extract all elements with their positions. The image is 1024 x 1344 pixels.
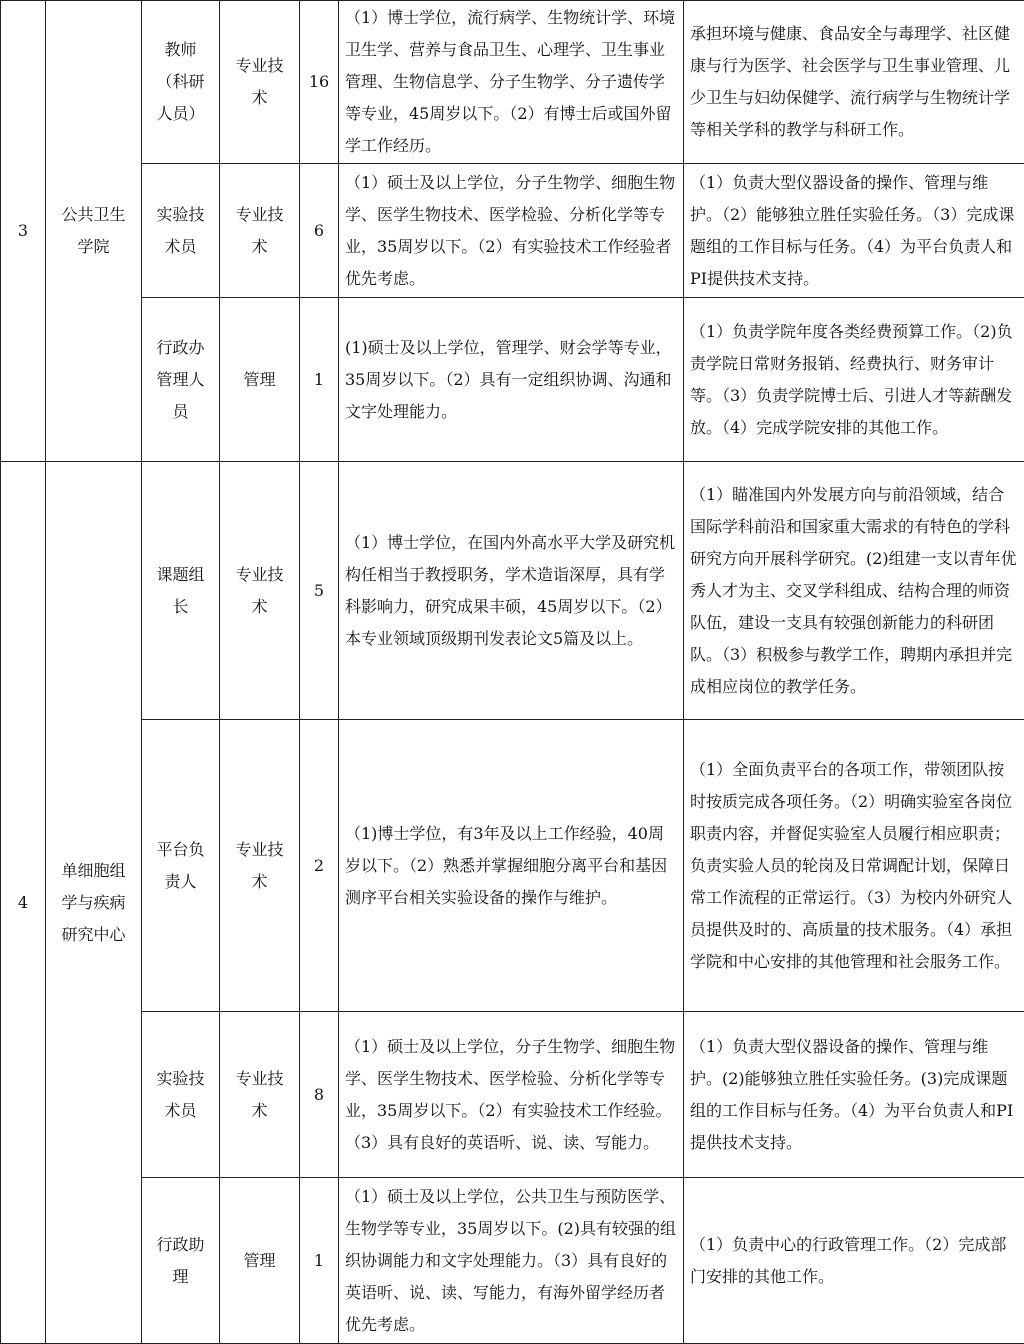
- position-count: 16: [300, 1, 339, 164]
- position-requirements: （1）硕士及以上学位，分子生物学、细胞生物学、医学生物技术、医学检验、分析化学等专业，35周岁以下。（2）有实验技术工作经验。（3）具有良好的英语听、说、读、写能力。: [339, 1012, 684, 1178]
- position-count: 1: [300, 1178, 339, 1344]
- position-category: 专业技术: [220, 164, 300, 298]
- position-requirements: （1）博士学位，在国内外高水平大学及研究机构任相当于教授职务，学术造诣深厚，具有学科影响力，研究成果丰硕，45周岁以下。（2）本专业领域顶级期刊发表论文5篇及以上。: [339, 462, 684, 720]
- position-category: 专业技术: [220, 462, 300, 720]
- position-duties: （1）全面负责平台的各项工作，带领团队按时按质完成各项任务。（2）明确实验室各岗位职责内容，并督促实验室人员履行相应职责；负责实验人员的轮岗及日常调配计划，保障日常工作流程的正常运行。（3）为校内外研究人员提供及时的、高质量的技术服务。（4）承担学院和中心安排的其他管理和社会服务工作。: [684, 720, 1024, 1012]
- table-row: [1, 1, 1024, 164]
- position-requirements: （1)博士学位，有3年及以上工作经验，40周岁以下。（2）熟悉并掌握细胞分离平台和基因测序平台相关实验设备的操作与维护。: [339, 720, 684, 1012]
- table-row: [1, 720, 1024, 1012]
- position-name: 平台负责人: [142, 720, 220, 1012]
- position-name: 课题组长: [142, 462, 220, 720]
- position-category: 管理: [220, 298, 300, 462]
- position-category: 专业技术: [220, 1, 300, 164]
- position-duties: （1）负责中心的行政管理工作。（2）完成部门安排的其他工作。: [684, 1178, 1024, 1344]
- position-name: 行政助理: [142, 1178, 220, 1344]
- position-count: 8: [300, 1012, 339, 1178]
- unit-name: 单细胞组学与疾病研究中心: [46, 462, 142, 1344]
- position-name: 教师（科研人员）: [142, 1, 220, 164]
- position-duties: （1）负责学院年度各类经费预算工作。（2)负责学院日常财务报销、经费执行、财务审计等。（3）负责学院博士后、引进人才等薪酬发放。（4）完成学院安排的其他工作。: [684, 298, 1024, 462]
- position-requirements: (1)硕士及以上学位，管理学、财会学等专业，35周岁以下。（2）具有一定组织协调、沟通和文字处理能力。: [339, 298, 684, 462]
- position-duties: 承担环境与健康、食品安全与毒理学、社区健康与行为医学、社会医学与卫生事业管理、儿少卫生与妇幼保健学、流行病学与生物统计学等相关学科的教学与科研工作。: [684, 1, 1024, 164]
- position-count: 5: [300, 462, 339, 720]
- position-count: 6: [300, 164, 339, 298]
- position-requirements: （1）博士学位，流行病学、生物统计学、环境卫生学、营养与食品卫生、心理学、卫生事业管理、生物信息学、分子生物学、分子遗传学等专业，45周岁以下。（2）有博士后或国外留学工作经历。: [339, 1, 684, 164]
- position-count: 1: [300, 298, 339, 462]
- table-row: [1, 462, 1024, 720]
- position-category: 管理: [220, 1178, 300, 1344]
- position-name: 实验技术员: [142, 1012, 220, 1178]
- table-row: [1, 1012, 1024, 1178]
- position-name: 实验技术员: [142, 164, 220, 298]
- unit-name: 公共卫生学院: [46, 1, 142, 462]
- table-row: [1, 298, 1024, 462]
- table-row: [1, 164, 1024, 298]
- position-requirements: （1）硕士及以上学位，分子生物学、细胞生物学、医学生物技术、医学检验、分析化学等专业，35周岁以下。（2）有实验技术工作经验者优先考虑。: [339, 164, 684, 298]
- position-duties: （1）负责大型仪器设备的操作、管理与维护。(2)能够独立胜任实验任务。(3)完成课题组的工作目标与任务。（4）为平台负责人和PI提供技术支持。: [684, 1012, 1024, 1178]
- group-index: 3: [1, 1, 46, 462]
- position-name: 行政办管理人员: [142, 298, 220, 462]
- position-requirements: （1）硕士及以上学位，公共卫生与预防医学、生物学等专业，35周岁以下。(2)具有较强的组织协调能力和文字处理能力。（3）具有良好的英语听、说、读、写能力，有海外留学经历者优先考虑。: [339, 1178, 684, 1344]
- position-category: 专业技术: [220, 720, 300, 1012]
- position-duties: （1）负责大型仪器设备的操作、管理与维护。（2）能够独立胜任实验任务。（3）完成课题组的工作目标与任务。（4）为平台负责人和PI提供技术支持。: [684, 164, 1024, 298]
- position-duties: （1）瞄准国内外发展方向与前沿领域，结合国际学科前沿和国家重大需求的有特色的学科研究方向开展科学研究。(2)组建一支以青年优秀人才为主、交叉学科组成、结构合理的师资队伍，建设一支具有较强创新能力的科研团队。（3）积极参与教学工作，聘期内承担并完成相应岗位的教学任务。: [684, 462, 1024, 720]
- table-row: [1, 1178, 1024, 1344]
- position-count: 2: [300, 720, 339, 1012]
- position-category: 专业技术: [220, 1012, 300, 1178]
- group-index: 4: [1, 462, 46, 1344]
